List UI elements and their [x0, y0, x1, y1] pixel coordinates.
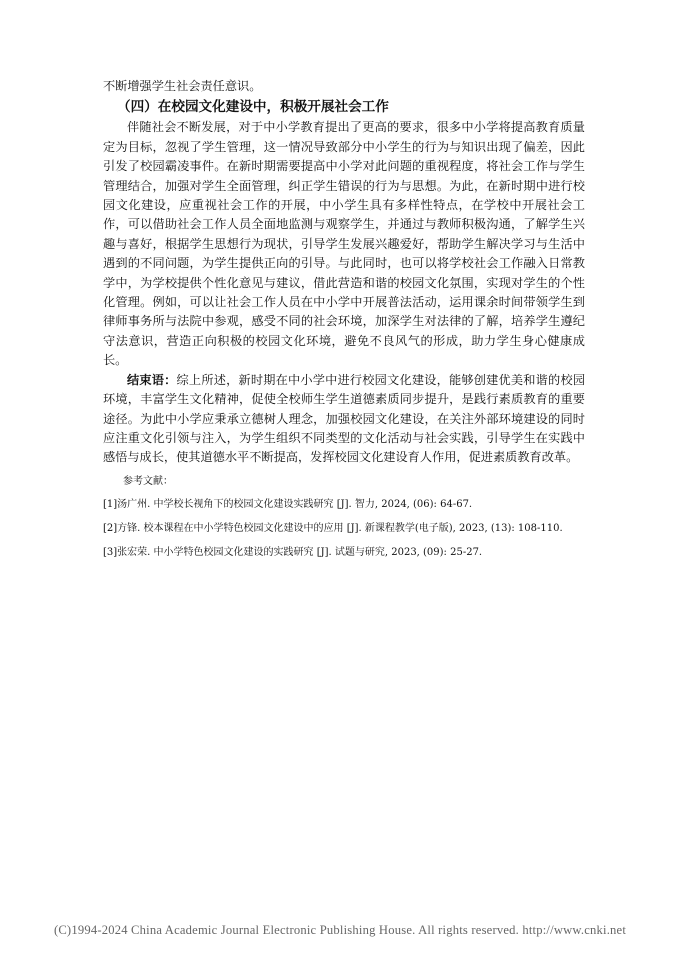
reference-item: [2]方锋. 校本课程在中小学特色校园文化建设中的应用 [J]. 新课程教学(电子版), 2023, (13): 108-110. [103, 522, 563, 534]
references [103, 471, 585, 565]
conclusion-text: 综上所述，新时期在中小学中进行校园文化建设，能够创建优美和谐的校园环境，丰富学生文化精神，促使全校师生学生道德素质同步提升，是践行素质教育的重要途径。为此中小学应秉承立德树人理念，加强校园文化建设，在关注外部环境建设的同时应注重文化引领与注入，为学生组织不同类型的文化活动与社会实践，引导学生在实践中感悟与成长，使其道德水平不断提高，发挥校园文化建设育人作用，促进素质教育改革。 [103, 372, 586, 465]
continuation-paragraph: 不断增强学生社会责任意识。 [103, 79, 262, 93]
copyright-footer: (C)1994-2024 China Academic Journal Electronic Publishing House. All rights reserved. http://www.cnki.net [53, 923, 627, 937]
conclusion-label: 结束语： [127, 372, 177, 387]
reference-item: [1]汤广州. 中学校长视角下的校园文化建设实践研究 [J]. 智力, 2024, (06): 64-67. [103, 498, 473, 510]
article-body [103, 77, 585, 565]
reference-item: [3]张宏荣. 中小学特色校园文化建设的实践研究 [J]. 试题与研究, 2023, (09): 25-27. [103, 546, 483, 558]
section-heading: （四）在校园文化建设中，积极开展社会工作 [117, 99, 389, 116]
conclusion-paragraph [103, 371, 585, 468]
section-paragraph: 伴随社会不断发展，对于中小学教育提出了更高的要求，很多中小学将提高教育质量定为目标，忽视了学生管理，这一情况导致部分中小学生的行为与知识出现了偏差，因此引发了校园霸凌事件。在新时期需要提高中小学对此问题的重视程度，将社会工作与学生管理结合，加强对学生全面管理，纠正学生错误的行为与思想。为此，在新时期中进行校园文化建设，应重视社会工作的开展，中小学生具有多样性特点，在学校中开展社会工作，可以借助社会工作人员全面地监测与观察学生，并通过与教师积极沟通，了解学生兴趣与喜好，根据学生思想行为现状，引导学生发展兴趣爱好，帮助学生解决学习与生活中遇到的不同问题，为学生提供正向的引导。与此同时，也可以将学校社会工作融入日常教学中，为学校提供个性化意见与建议，借此营造和谐的校园文化氛围，实现对学生的个性化管理。例如，可以让社会工作人员在中小学中开展普法活动，运用课余时间带领学生到律师事务所与法院中参观，感受不同的社会环境，加深学生对法律的了解，培养学生遵纪守法意识，营造正向积极的校园文化环境，避免不良风气的形成，助力学生身心健康成长。 [103, 120, 585, 368]
references-title: 参考文献： [123, 475, 173, 487]
